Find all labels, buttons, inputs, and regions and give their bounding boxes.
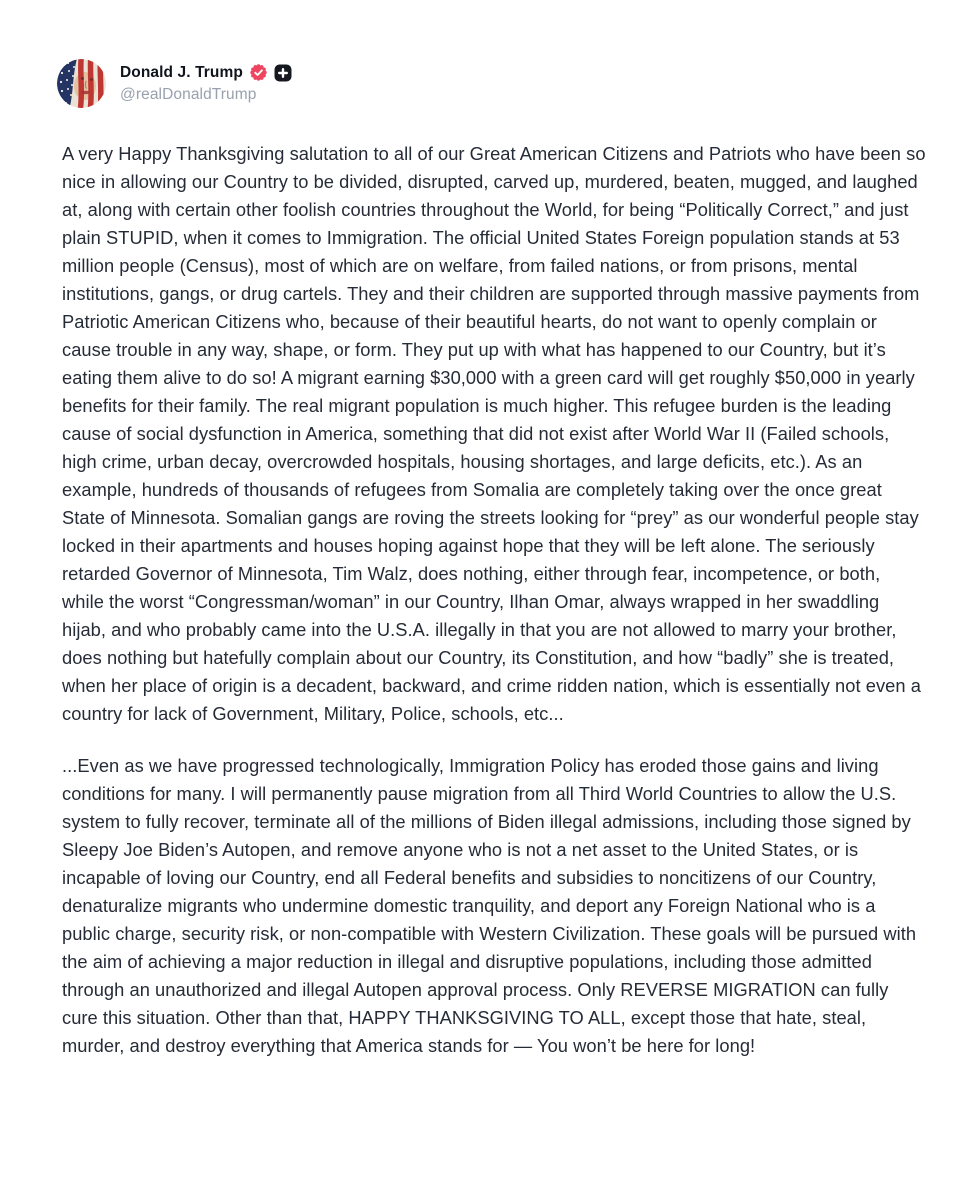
avatar[interactable] <box>57 59 106 108</box>
author-row <box>120 64 292 82</box>
post-paragraph-2: ...Even as we have progressed technologically, Immigration Policy has eroded those gains and living conditions for many. I will permanently pause migration from all Third World Countries to allow the U.S. system to fully recover, terminate all of the millions of Biden illegal admissions, including those signed by Sleepy Joe Biden’s Autopen, and remove anyone who is not a net asset to the United States, or is incapable of loving our Country, end all Federal benefits and subsidies to noncitizens of our Country, denaturalize migrants who undermine domestic tranquility, and deport any Foreign National who is a public charge, security risk, or non-compatible with Western Civilization. These goals will be pursued with the aim of achieving a major reduction in illegal and disruptive populations, including those admitted through an unauthorized and illegal Autopen approval process. Only REVERSE MIGRATION can fully cure this situation. Other than that, HAPPY THANKSGIVING TO ALL, except those that hate, steal, murder, and destroy everything that America stands for — You won’t be here for long! <box>62 755 917 1056</box>
verified-checkmark-seal-icon <box>250 64 267 81</box>
post-paragraph-1: A very Happy Thanksgiving salutation to all of our Great American Citizens and Patriots who have been so nice in allowing our Country to be divided, disrupted, carved up, murdered, beaten, mugged, and laughed at, along with certain other foolish countries throughout the World, for being “Politically Correct,” and just plain STUPID, when it comes to Immigration. The official United States Foreign population stands at 53 million people (Census), most of which are on welfare, from failed nations, or from prisons, mental institutions, gangs, or drug cartels. They and their children are supported through massive payments from Patriotic American Citizens who, because of their beautiful hearts, do not want to openly complain or cause trouble in any way, shape, or form. They put up with what has happened to our Country, but it’s eating them alive to do so! A migrant earning $30,000 with a green card will get roughly $50,000 in yearly benefits for their family. The real migrant population is much higher. This refugee burden is the leading cause of social dysfunction in America, something that did not exist after World War II (Failed schools, high crime, urban decay, overcrowded hospitals, housing shortages, and large deficits, etc.). As an example, hundreds of thousands of refugees from Somalia are completely taking over the once great State of Minnesota. Somalian gangs are roving the streets looking for “prey” as our wonderful people stay locked in their apartments and houses hoping against hope that they will be left alone. The seriously retarded Governor of Minnesota, Tim Walz, does nothing, either through fear, incompetence, or both, while the worst “Congressman/woman” in our Country, Ilhan Omar, always wrapped in her swaddling hijab, and who probably came into the U.S.A. illegally in that you are not allowed to marry your brother, does nothing but hatefully complain about our Country, its Constitution, and how “badly” she is treated, when her place of origin is a decadent, backward, and crime ridden nation, which is essentially not even a country for lack of Government, Military, Police, schools, etc... <box>62 143 926 724</box>
author-block <box>120 64 292 104</box>
post-header <box>57 59 926 108</box>
american-flag-face-avatar-image <box>57 59 106 108</box>
plus-square-badge-icon <box>274 64 292 82</box>
author-handle[interactable]: @realDonaldTrump <box>120 85 257 103</box>
author-display-name[interactable]: Donald J. Trump <box>120 63 243 81</box>
post-body <box>62 140 926 1060</box>
